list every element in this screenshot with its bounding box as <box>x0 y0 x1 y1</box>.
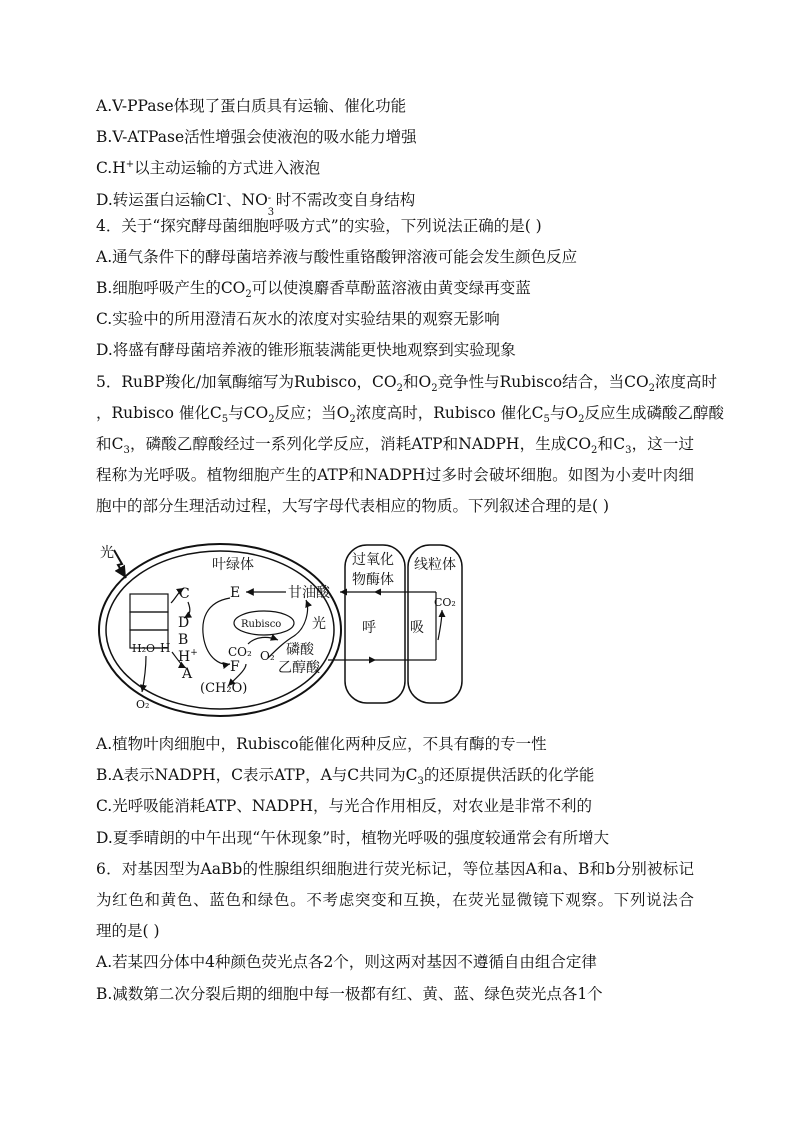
label-light: 光 <box>100 545 114 561</box>
q4-option-c: C.实验中的所用澄清石灰水的浓度对实验结果的观察无影响 <box>96 310 500 328</box>
label-e: E <box>230 585 241 601</box>
label-o2-out: O₂ <box>136 698 150 711</box>
q4-option-d: D.将盛有酵母菌培养液的锥形瓶装满能更快地观察到实验现象 <box>96 341 516 359</box>
label-a: A <box>182 666 193 682</box>
label-d: D <box>178 615 190 631</box>
label-peroxisome-1: 过氧化 <box>352 552 394 568</box>
q5-option-a: A.植物叶肉细胞中，Rubisco能催化两种反应，不具有酶的专一性 <box>96 735 547 753</box>
label-xi: 吸 <box>410 620 424 636</box>
q5-stem-line-5: 胞中的部分生理活动过程，大写字母代表相应的物质。下列叙述合理的是( ) <box>96 497 610 515</box>
label-f: F <box>230 659 240 675</box>
label-guang: 光 <box>312 616 326 632</box>
q3-option-a: A.V-PPase体现了蛋白质具有运输、催化功能 <box>96 97 407 115</box>
thylakoid-2 <box>130 612 168 630</box>
label-mitochondria: 线粒体 <box>414 557 456 573</box>
q5-option-c: C.光呼吸能消耗ATP、NADPH，与光合作用相反，对农业是非常不利的 <box>96 797 592 815</box>
label-phospho-2: 乙醇酸 <box>278 660 320 676</box>
label-ch2o: (CH₂O) <box>200 681 248 696</box>
arrow-cycle-right <box>203 598 230 664</box>
arrow-co2-rubisco <box>248 637 278 644</box>
q6-option-a: A.若某四分体中4种颜色荧光点各2个，则这两对基因不遵循自由组合定律 <box>96 953 597 971</box>
label-co2-mito: CO₂ <box>434 596 456 609</box>
light-bolt-icon <box>114 550 126 578</box>
label-c: C <box>179 586 190 602</box>
q5-stem-line-4: 程称为光呼吸。植物细胞产生的ATP和NADPH过多时会破坏细胞。如图为小麦叶肉细 <box>96 466 694 484</box>
label-peroxisome-2: 物酶体 <box>352 572 394 588</box>
q3-option-c: C.H+以主动运输的方式进入液泡 <box>96 158 321 177</box>
q3-option-d: D.转运蛋白运输Cl-、NO - 3 时不需改变自身结构 <box>96 190 416 218</box>
q5-stem-line-3: 和$C_3$，磷酸乙醇酸经过一系列化学反应，消耗ATP和NADPH，生成$CO_2$和$C_3$，这一过 <box>96 435 694 457</box>
arrow-to-co2-mito <box>438 610 442 640</box>
q6-stem-line-2: 为红色和黄色、蓝色和绿色。不考虑突变和互换，在荧光显微镜下观察。下列说法合 <box>96 891 694 909</box>
photorespiration-diagram <box>96 540 476 718</box>
q4-stem: 4．关于“探究酵母菌细胞呼吸方式”的实验，下列说法正确的是( ) <box>96 217 542 235</box>
q5-option-b: B.A表示NADPH，C表示ATP，A与C共同为$C_3$的还原提供活跃的化学能 <box>96 766 595 788</box>
label-glycerate: 甘油酸 <box>288 585 330 601</box>
label-rubisco: Rubisco <box>241 619 282 630</box>
label-b: B <box>178 632 189 648</box>
label-water: H₂O <box>132 642 156 655</box>
label-o2-in: O₂ <box>260 649 275 663</box>
thylakoid-1 <box>130 594 168 612</box>
label-phospho-1: 磷酸 <box>286 642 314 658</box>
label-h-plus: H+ <box>178 648 198 665</box>
q5-stem-line-1: 5．RuBP羧化/加氧酶缩写为Rubisco，$CO_2$和$O_2$竞争性与Rubisco结合，当$CO_2$浓度高时 <box>96 373 718 395</box>
label-chloroplast: 叶绿体 <box>212 557 254 573</box>
q6-stem-line-1: 6．对基因型为AaBb的性腺组织细胞进行荧光标记，等位基因A和a、B和b分别被标记 <box>96 860 694 878</box>
q6-stem-line-3: 理的是( ) <box>96 922 160 940</box>
q4-option-a: A.通气条件下的酵母菌培养液与酸性重铬酸钾溶液可能会发生颜色反应 <box>96 248 578 266</box>
q5-stem-line-2: ，Rubisco 催化$C_5$与$CO_2$反应；当$O_2$浓度高时，Rubisco 催化$C_5$与$O_2$反应生成磷酸乙醇酸 <box>96 404 724 426</box>
arrow-to-o2 <box>142 656 146 692</box>
label-co2-in: CO₂ <box>228 645 252 659</box>
q6-option-b: B.减数第二次分裂后期的细胞中每一极都有红、黄、蓝、绿色荧光点各1个 <box>96 985 603 1003</box>
q3-option-b: B.V-ATPase活性增强会使液泡的吸水能力增强 <box>96 128 417 146</box>
q4-option-b: B.细胞呼吸产生的$CO_2$可以使溴麝香草酚蓝溶液由黄变绿再变蓝 <box>96 279 531 301</box>
q5-option-d: D.夏季晴朗的中午出现“午休现象”时，植物光呼吸的强度较通常会有所增大 <box>96 829 610 847</box>
label-h: H <box>160 641 171 655</box>
label-hu: 呼 <box>362 620 376 636</box>
